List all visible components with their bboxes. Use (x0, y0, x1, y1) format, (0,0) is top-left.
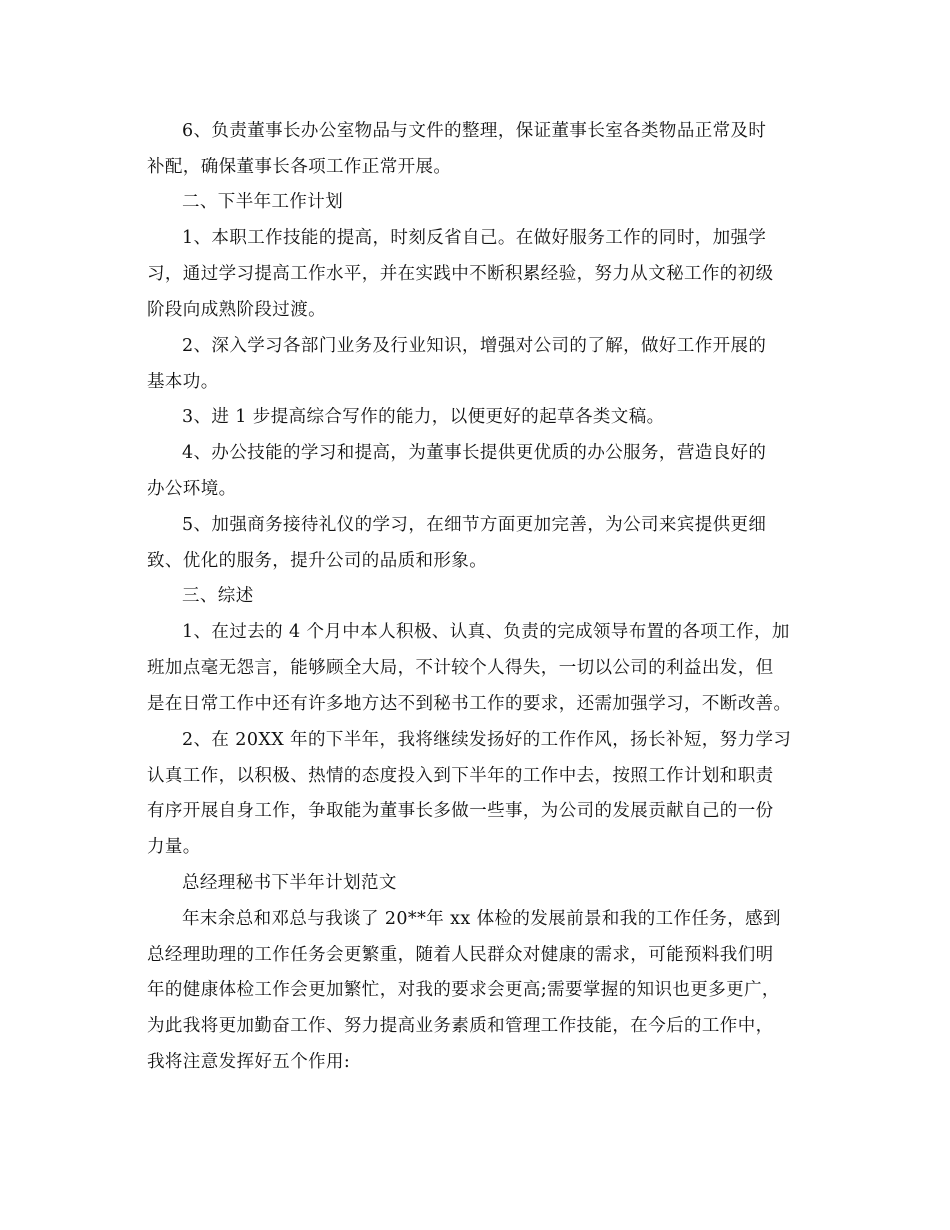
paragraph-line: 基本功。 (147, 372, 219, 392)
paragraph-line: 为此我将更加勤奋工作、努力提高业务素质和管理工作技能，在今后的工作中， (147, 1016, 774, 1036)
paragraph-line: 2、在 20XX 年的下半年，我将继续发扬好的工作作风，扬长补短，努力学习 (182, 730, 792, 750)
paragraph-line: 有序开展自身工作，争取能为董事长多做一些事，为公司的发展贡献自己的一份 (147, 801, 774, 821)
paragraph-line: 总经理助理的工作任务会更繁重，随着人民群众对健康的需求，可能预料我们明 (147, 945, 774, 965)
paragraph-line: 年的健康体检工作会更加繁忙，对我的要求会更高;需要掌握的知识也更多更广， (147, 980, 780, 1000)
paragraph-line: 习，通过学习提高工作水平，并在实践中不断积累经验，努力从文秘工作的初级 (147, 264, 774, 284)
paragraph-line: 2、深入学习各部门业务及行业知识，增强对公司的了解，做好工作开展的 (182, 336, 767, 356)
paragraph-line: 力量。 (147, 837, 201, 857)
paragraph-line: 1、在过去的 4 个月中本人积极、认真、负责的完成领导布置的各项工作，加 (182, 622, 790, 642)
paragraph-line: 5、加强商务接待礼仪的学习，在细节方面更加完善，为公司来宾提供更细 (182, 515, 767, 535)
paragraph-line: 阶段向成熟阶段过渡。 (147, 300, 326, 320)
section-heading: 二、下半年工作计划 (182, 192, 344, 212)
paragraph-line: 1、本职工作技能的提高，时刻反省自己。在做好服务工作的同时，加强学 (182, 228, 767, 248)
paragraph-line: 6、负责董事长办公室物品与文件的整理，保证董事长室各类物品正常及时 (182, 121, 767, 141)
paragraph-line: 我将注意发挥好五个作用: (147, 1052, 351, 1072)
paragraph-line: 办公环境。 (147, 479, 237, 499)
paragraph-line: 是在日常工作中还有许多地方达不到秘书工作的要求，还需加强学习，不断改善。 (147, 694, 792, 714)
section-heading: 三、综述 (182, 586, 254, 606)
paragraph-line: 认真工作，以积极、热情的态度投入到下半年的工作中去，按照工作计划和职责 (147, 766, 774, 786)
document-title: 总经理秘书下半年计划范文 (182, 873, 397, 893)
paragraph-line: 3、进 1 步提高综合写作的能力，以便更好的起草各类文稿。 (182, 407, 665, 427)
paragraph-line: 4、办公技能的学习和提高，为董事长提供更优质的办公服务，营造良好的 (182, 443, 767, 463)
paragraph-line: 班加点毫无怨言，能够顾全大局，不计较个人得失，一切以公司的利益出发，但 (147, 658, 774, 678)
paragraph-line: 致、优化的服务，提升公司的品质和形象。 (147, 551, 488, 571)
paragraph-line: 年末余总和邓总与我谈了 20**年 xx 体检的发展前景和我的工作任务，感到 (182, 909, 781, 929)
paragraph-line: 补配，确保董事长各项工作正常开展。 (147, 157, 452, 177)
